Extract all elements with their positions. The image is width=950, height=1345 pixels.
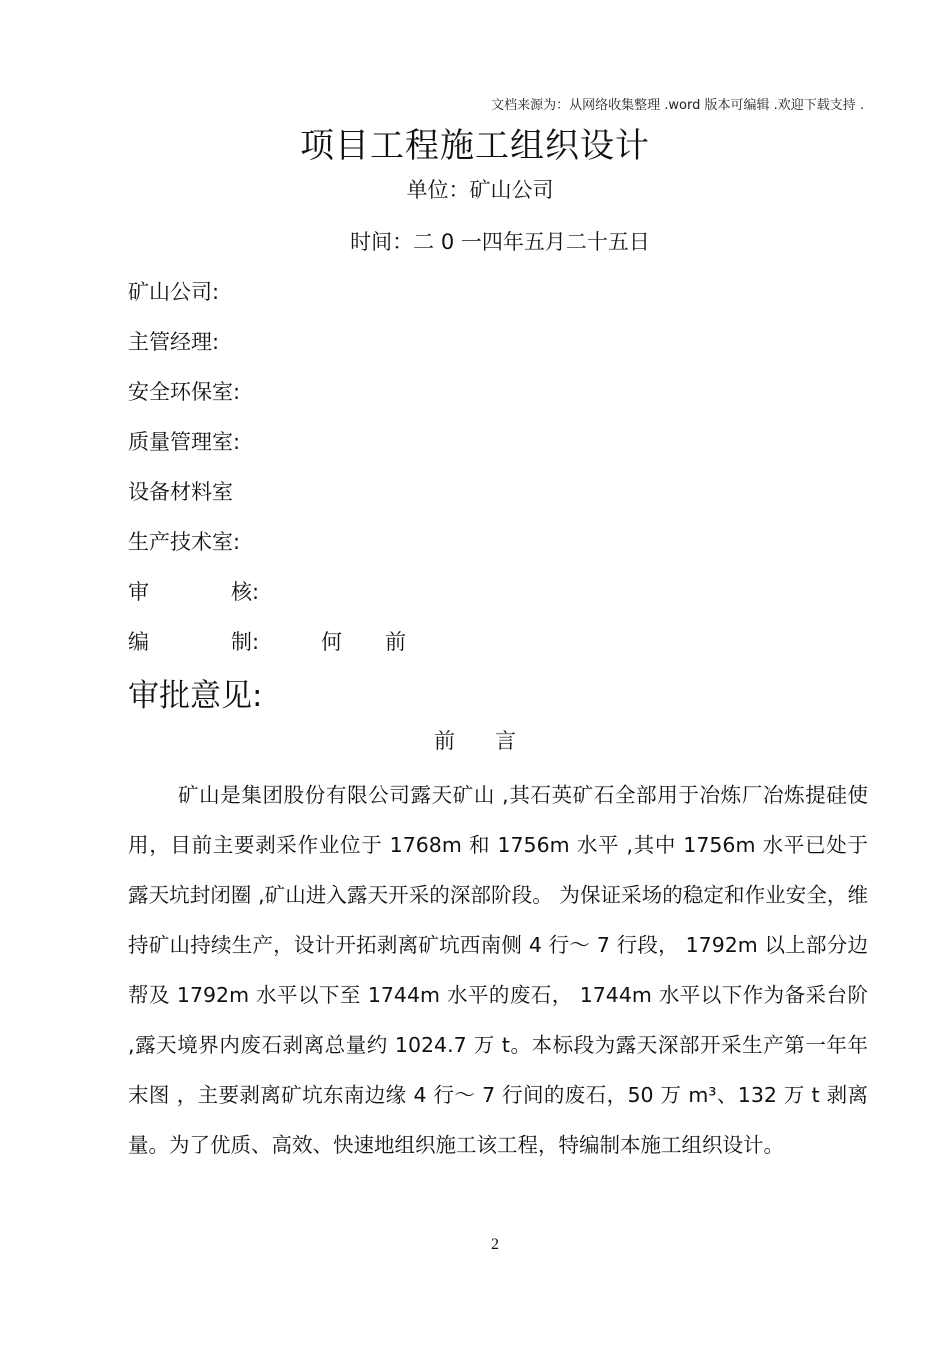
signature-quality-office: 质量管理室: bbox=[128, 430, 241, 454]
review-label-b: 核: bbox=[231, 580, 260, 604]
preface-paragraph: 矿山是集团股份有限公司露天矿山 ,其石英矿石全部用于冶炼厂冶炼提硅使用，目前主要剥采作业位于 1768m 和 1756m 水平 ,其中 1756m 水平已处于露天坑封闭圈 ,矿山进入露天开采的深部阶段。 为保证采场的稳定和作业安全，维持矿山持续生产，设计开拓剥离矿坑西南侧 4 行～ 7 行段， 1792m 以上部分边帮及 1792m 水平以下至 1744m 水平的废石， 1744m 水平以下作为备采台阶 ,露天境界内废石剥离总量约 1024.7 万 t。本标段为露天深部开采生产第一年年末图 ，主要剥离矿坑东南边缘 4 行～ 7 行间的废石，50 万 m³、132 万 t 剥离量。为了优质、高效、快速地组织施工该工程，特编制本施工组织设计。 bbox=[128, 783, 868, 1157]
review-line bbox=[128, 576, 259, 606]
signature-safety-office: 安全环保室: bbox=[128, 380, 241, 404]
compile-label-a: 编 bbox=[128, 630, 149, 654]
page-number: 2 bbox=[491, 1236, 499, 1253]
signature-mining-company: 矿山公司: bbox=[128, 280, 220, 304]
review-label-a: 审 bbox=[128, 580, 149, 604]
preface-heading: 前言 bbox=[434, 729, 556, 753]
signature-manager: 主管经理: bbox=[128, 330, 220, 354]
document-title: 项目工程施工组织设计 bbox=[300, 126, 650, 166]
compile-label-b: 制: bbox=[231, 630, 260, 654]
date-line: 时间：二 0 一四年五月二十五日 bbox=[350, 230, 650, 254]
signature-tech-office: 生产技术室: bbox=[128, 530, 241, 554]
signature-equipment-office: 设备材料室 bbox=[128, 480, 233, 504]
source-note: 文档来源为：从网络收集整理 .word 版本可编辑 .欢迎下载支持 . bbox=[491, 98, 864, 113]
unit-line: 单位：矿山公司 bbox=[406, 178, 554, 202]
approval-heading: 审批意见: bbox=[128, 678, 263, 714]
compiler-name-a: 何 bbox=[321, 630, 342, 654]
compiler-name-b: 前 bbox=[385, 630, 406, 654]
compile-line bbox=[128, 626, 406, 656]
